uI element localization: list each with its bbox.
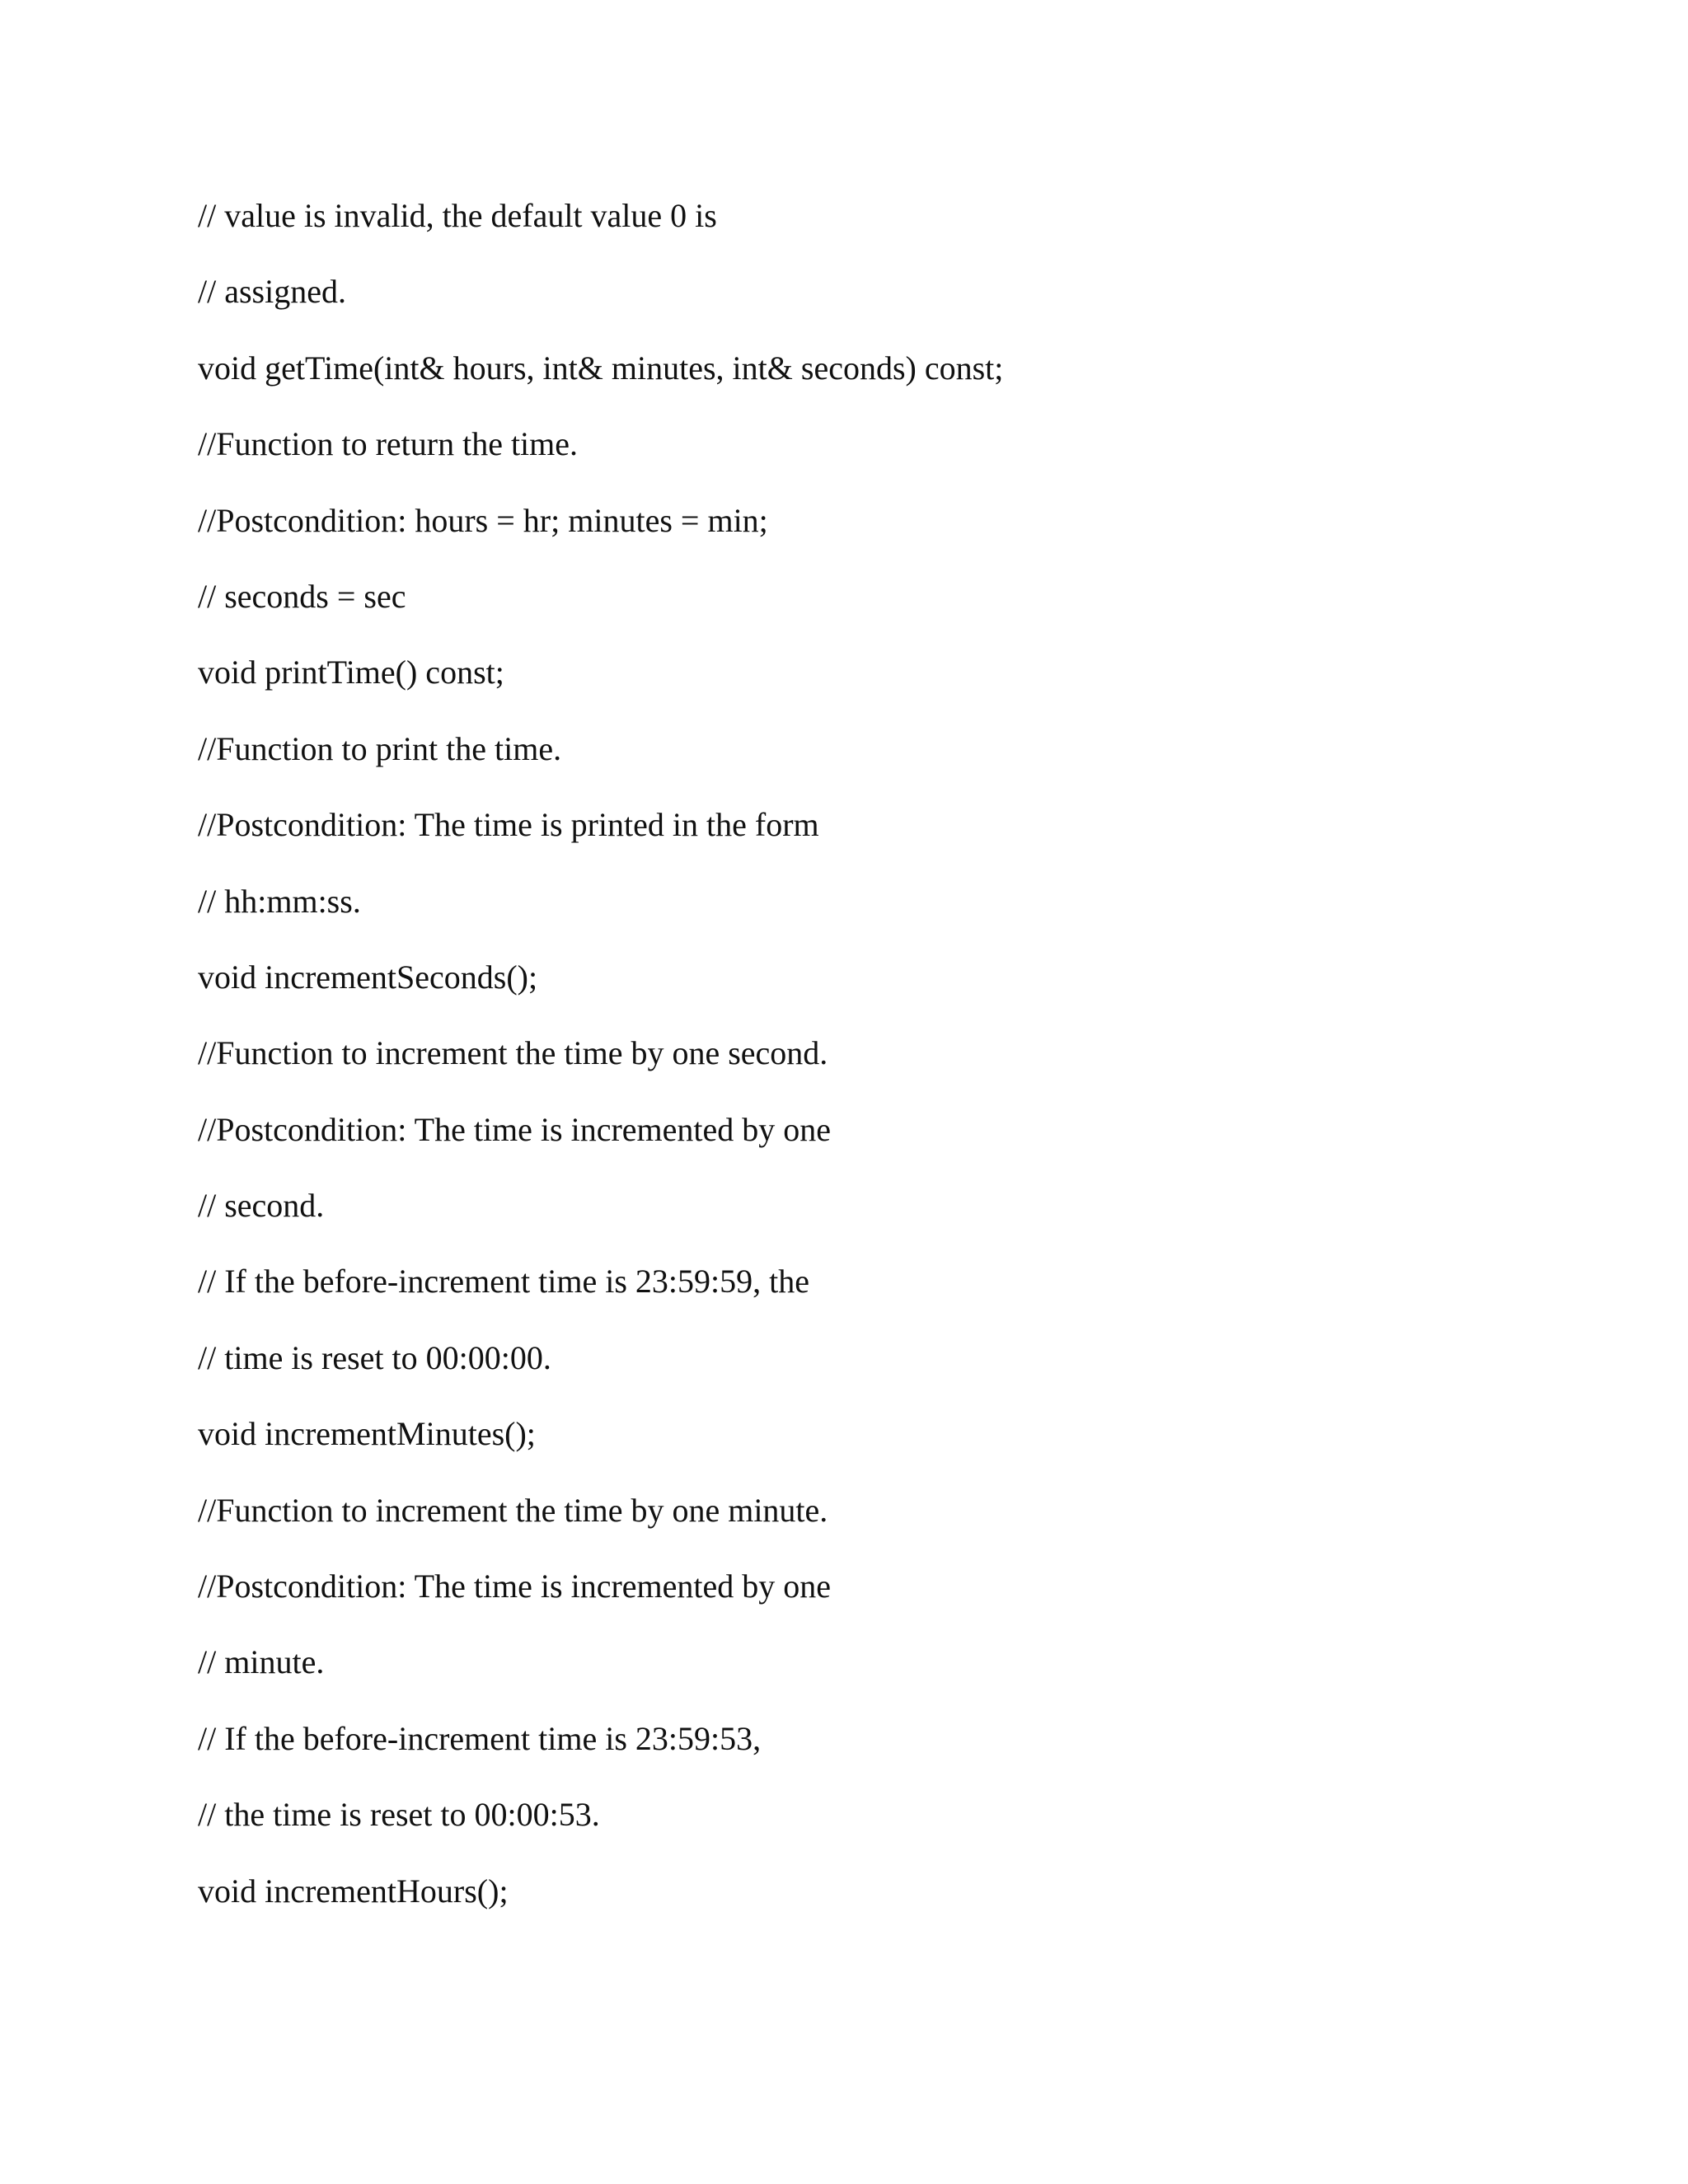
code-line: //Postcondition: The time is incremented by one xyxy=(198,1110,832,1148)
code-line: void incrementSeconds(); xyxy=(198,958,538,996)
code-line: //Postcondition: The time is printed in the form xyxy=(198,806,819,844)
code-line: //Postcondition: hours = hr; minutes = min; xyxy=(198,501,768,539)
code-line: void incrementMinutes(); xyxy=(198,1415,536,1453)
code-line: void printTime() const; xyxy=(198,654,504,691)
code-line: //Function to print the time. xyxy=(198,729,562,767)
code-line: void getTime(int& hours, int& minutes, int& seconds) const; xyxy=(198,349,1004,387)
code-line: // assigned. xyxy=(198,273,346,311)
code-line: // seconds = sec xyxy=(198,577,406,615)
code-line: //Postcondition: The time is incremented by one xyxy=(198,1568,832,1605)
code-line: // the time is reset to 00:00:53. xyxy=(198,1796,600,1834)
code-line: // second. xyxy=(198,1187,325,1225)
code-line: // hh:mm:ss. xyxy=(198,882,361,920)
code-line: void incrementHours(); xyxy=(198,1872,509,1910)
code-line: // minute. xyxy=(198,1643,325,1681)
code-line: // time is reset to 00:00:00. xyxy=(198,1338,551,1376)
code-line: //Function to increment the time by one minute. xyxy=(198,1491,828,1529)
code-line: // value is invalid, the default value 0 is xyxy=(198,197,717,234)
code-line: // If the before-increment time is 23:59:59, the xyxy=(198,1263,809,1301)
code-line: // If the before-increment time is 23:59:53, xyxy=(198,1719,762,1757)
code-line: //Function to return the time. xyxy=(198,425,579,463)
code-line: //Function to increment the time by one second. xyxy=(198,1034,828,1072)
code-listing xyxy=(198,191,1003,1943)
